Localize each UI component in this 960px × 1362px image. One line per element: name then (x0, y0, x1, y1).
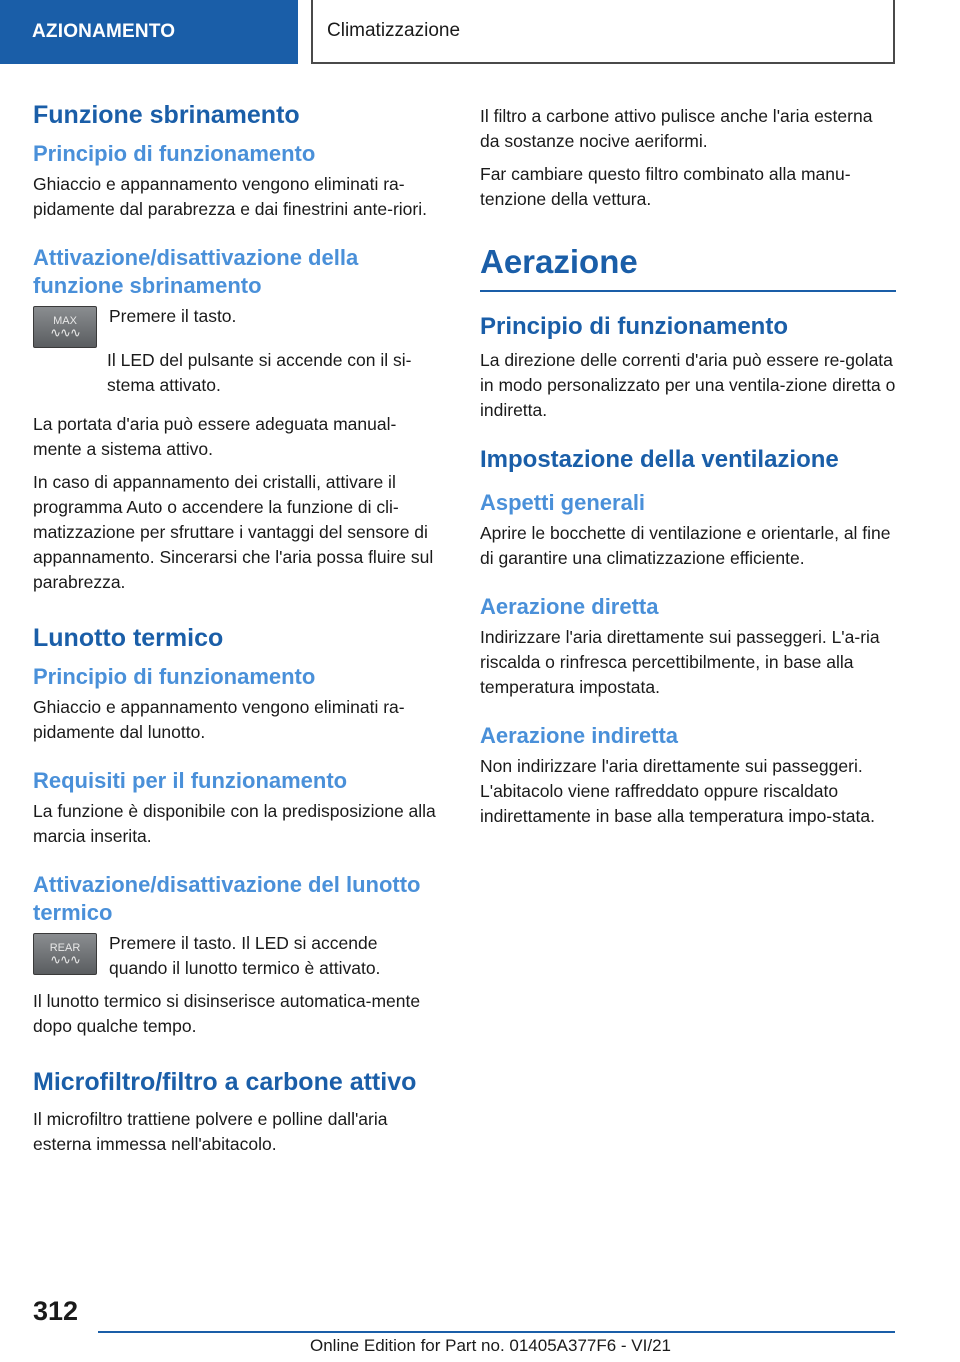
vent-principle-heading: Principio di funzionamento (480, 313, 788, 340)
defrost-press-text: Premere il tasto. (109, 306, 237, 326)
heat-waves-icon: ∿∿∿ (50, 325, 80, 340)
rear-defrost-button-label: REAR (49, 942, 81, 954)
section-tab (0, 0, 298, 64)
defrost-principle-heading: Principio di funzionamento (33, 141, 316, 166)
defrost-toggle-heading: Attivazione/disattivazione della funzione sbrinamento (33, 245, 359, 298)
rear-window-heading: Lunotto termico (33, 624, 224, 652)
rear-button-row (33, 931, 438, 989)
rear-toggle-heading: Attivazione/disattivazione del lunotto termico (33, 872, 421, 925)
rear-principle-heading: Principio di funzionamento (33, 664, 316, 689)
rear-requirements-heading: Requisiti per il funzionamento (33, 768, 348, 793)
defrost-button-row (33, 304, 438, 348)
indirect-vent-heading: Aerazione indiretta (480, 723, 679, 748)
defrost-fog-text: In caso di appannamento dei cristalli, attivare il programma Auto o accendere la funzione di cli-matizzazione per sfruttare i vantaggi del sensore di appannamento. Sincerarsi che l'aria possa fluire sul parabrezza. (33, 472, 434, 592)
right-column (480, 104, 896, 837)
defrost-airflow-text: La portata d'aria può essere adeguata manual-mente a sistema attivo. (33, 414, 397, 459)
indirect-vent-text: Non indirizzare l'aria direttamente sui passeggeri. L'abitacolo viene raffreddato oppure riscaldato indirettamente in base alla temperatura impo-stata. (480, 756, 875, 826)
direct-vent-heading: Aerazione diretta (480, 594, 659, 619)
defrost-led-text: Il LED del pulsante si accende con il si-stema attivato. (107, 350, 412, 395)
left-column (33, 100, 438, 1165)
edition-text: Online Edition for Part no. 01405A377F6 - VI/21 (310, 1336, 672, 1355)
rear-auto-off-text: Il lunotto termico si disinserisce automatica-mente dopo qualche tempo. (33, 991, 421, 1036)
rear-press-text: Premere il tasto. Il LED si accende quando il lunotto termico è attivato. (109, 933, 381, 978)
rear-principle-text: Ghiaccio e appannamento vengono eliminati ra-pidamente dal lunotto. (33, 697, 405, 742)
filter-heading: Microfiltro/filtro a carbone attivo (33, 1068, 417, 1096)
ventilation-heading: Aerazione (480, 240, 896, 292)
page-number: 312 (33, 1296, 79, 1326)
heat-waves-icon: ∿∿∿ (50, 952, 80, 967)
general-text: Aprire le bocchette di ventilazione e orientarle, al fine di garantire una climatizzazione efficiente. (480, 523, 891, 568)
max-defrost-button-icon (33, 306, 97, 348)
filter-text-2: Il filtro a carbone attivo pulisce anche l'aria esterna da sostanze nocive aeriformi. (480, 106, 873, 151)
filter-text-3: Far cambiare questo filtro combinato alla manu-tenzione della vettura. (480, 164, 851, 209)
general-heading: Aspetti generali (480, 490, 646, 515)
filter-text: Il microfiltro trattiene polvere e polline dall'aria esterna immessa nell'abitacolo. (33, 1109, 388, 1154)
vent-principle-text: La direzione delle correnti d'aria può essere re-golata in modo personalizzato per una ventila-zione diretta o indiretta. (480, 350, 896, 420)
chapter-label: Climatizzazione (327, 20, 461, 41)
rear-defrost-button-icon (33, 933, 97, 975)
vent-setting-heading: Impostazione della ventilazione (480, 446, 839, 473)
direct-vent-text: Indirizzare l'aria direttamente sui passeggeri. L'a-ria riscalda o rinfresca percettibilmente, in base alla temperatura impostata. (480, 627, 880, 697)
footer-divider (98, 1331, 895, 1333)
section-label: AZIONAMENTO (32, 21, 176, 42)
chapter-tab (311, 0, 895, 64)
defrost-principle-text: Ghiaccio e appannamento vengono eliminati ra-pidamente dal parabrezza e dai finestrini ante-riori. (33, 174, 427, 219)
max-defrost-button-label: MAX (53, 315, 77, 327)
defrost-heading: Funzione sbrinamento (33, 101, 300, 129)
rear-requirements-text: La funzione è disponibile con la predisposizione alla marcia inserita. (33, 801, 436, 846)
